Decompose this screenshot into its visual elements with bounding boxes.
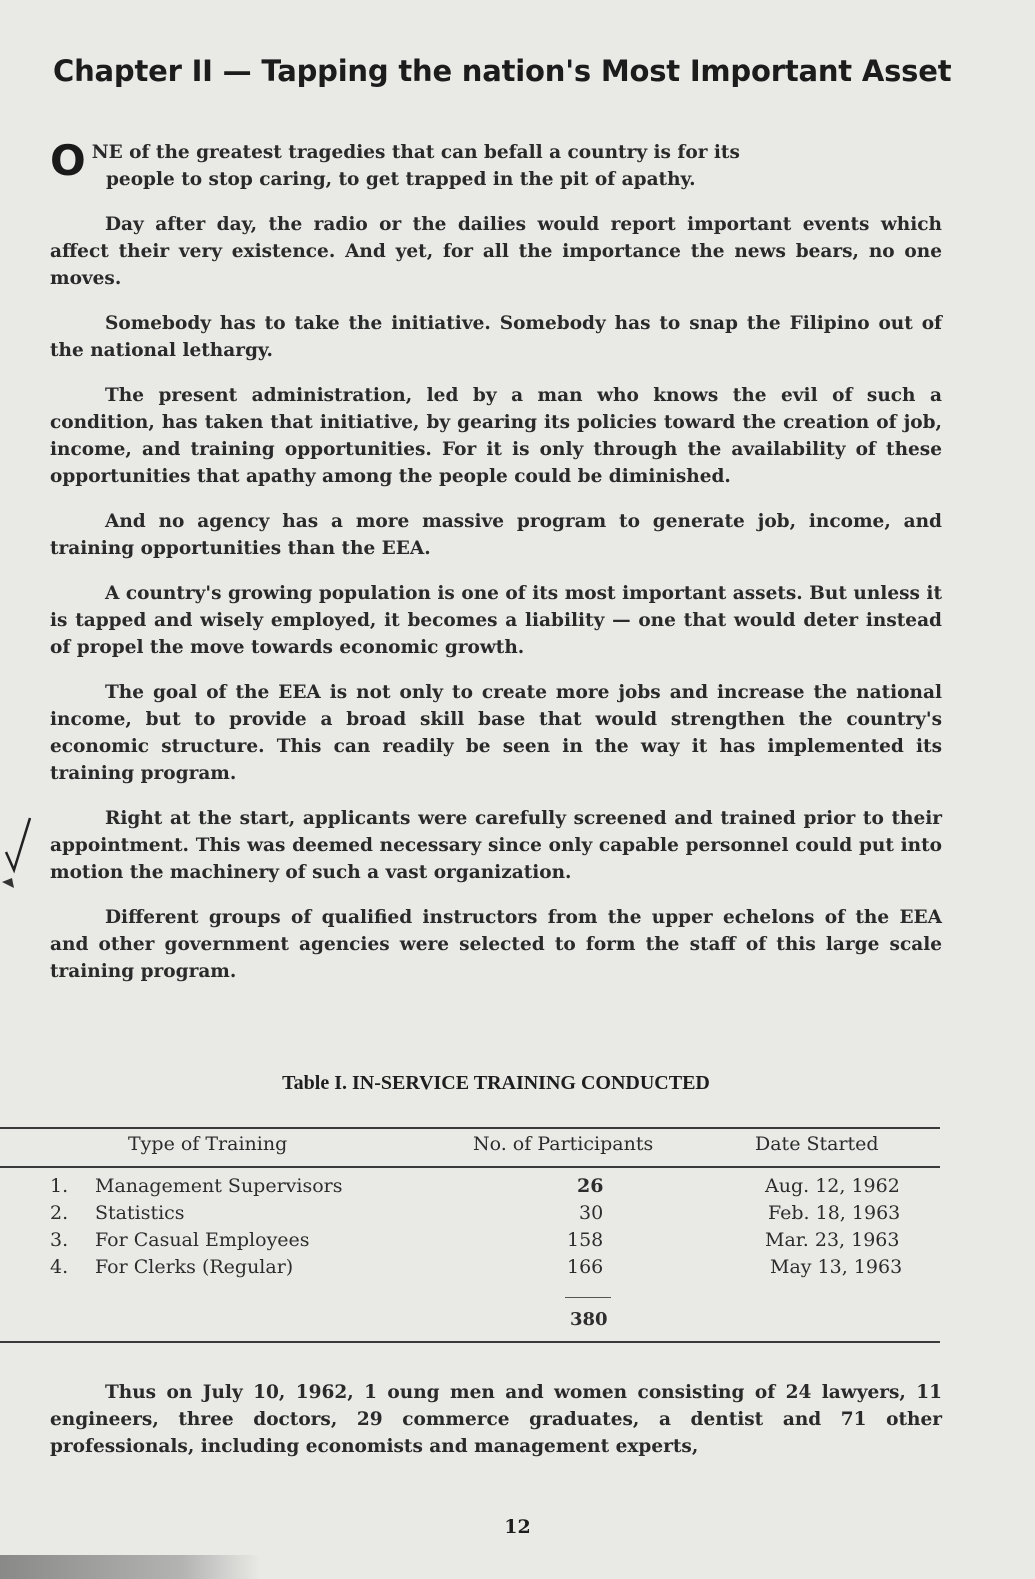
header-date-started: Date Started	[755, 1133, 879, 1155]
row-number: 3.	[50, 1229, 69, 1251]
paragraph-1-rest: people to stop caring, to get trapped in the pit of apathy.	[106, 169, 696, 190]
table-top-rule	[0, 1127, 940, 1129]
paragraph-2: Day after day, the radio or the dailies would report important events which affect their very existence. And yet, for all the importance the news bears, no one moves.	[50, 214, 942, 289]
table-row	[0, 1202, 1035, 1228]
participants-count: 26	[577, 1175, 604, 1197]
row-number: 4.	[50, 1256, 69, 1278]
handwritten-check-mark-icon	[2, 812, 32, 902]
table-bottom-rule	[0, 1341, 940, 1343]
drop-cap: O	[50, 136, 86, 185]
table-caption: Table I. IN-SERVICE TRAINING CONDUCTED	[282, 1072, 710, 1094]
header-participants: No. of Participants	[473, 1133, 654, 1155]
table-row	[0, 1229, 1035, 1255]
paragraph-7: The goal of the EEA is not only to create more jobs and increase the national income, but to provide a broad skill base that would strengthen the country's economic structure. This can readily be seen in the way it has implemented its training program.	[50, 682, 942, 784]
participants-count: 166	[567, 1256, 604, 1278]
closing-paragraph: Thus on July 10, 1962, 1 oung men and women consisting of 24 lawyers, 11 engineers, three doctors, 29 commerce graduates, a dentist and 71 other professionals, including economists and management experts,	[50, 1382, 942, 1457]
table-row	[0, 1256, 1035, 1282]
paragraph-4: The present administration, led by a man who knows the evil of such a condition, has taken that initiative, by gearing its policies toward the creation of job, income, and training opportunities. For it is only through the availability of these opportunities that apathy among the people could be diminished.	[50, 385, 942, 487]
total-sum-line	[565, 1297, 611, 1298]
paragraph-6: A country's growing population is one of its most important assets. But unless it is tapped and wisely employed, it becomes a liability — one that would deter instead of propel the move towards economic growth.	[50, 583, 942, 658]
chapter-title: Chapter II — Tapping the nation's Most Important Asset	[53, 54, 952, 88]
participants-count: 30	[579, 1202, 604, 1224]
paragraph-5: And no agency has a more massive program to generate job, income, and training opportunities than the EEA.	[50, 511, 942, 559]
paragraph-9: Different groups of qualified instructors from the upper echelons of the EEA and other government agencies were selected to form the staff of this large scale training program.	[50, 907, 942, 982]
paragraph-1-lead: NE of the greatest tragedies that can befall a country is for its	[91, 142, 740, 163]
body-text	[50, 136, 942, 1003]
row-number: 2.	[50, 1202, 69, 1224]
table-row	[0, 1175, 1035, 1201]
training-type: Management Supervisors	[95, 1175, 343, 1197]
participants-total: 380	[570, 1309, 608, 1330]
scan-shadow	[0, 1555, 260, 1579]
date-started: Aug. 12, 1962	[765, 1175, 900, 1197]
participants-count: 158	[567, 1229, 604, 1251]
training-type: Statistics	[95, 1202, 185, 1224]
date-started: Mar. 23, 1963	[765, 1229, 900, 1251]
page-number: 12	[504, 1516, 531, 1538]
training-type: For Casual Employees	[95, 1229, 310, 1251]
paragraph-8: Right at the start, applicants were carefully screened and trained prior to their appointment. This was deemed necessary since only capable personnel could put into motion the machinery of such a vast organization.	[50, 808, 942, 883]
date-started: Feb. 18, 1963	[768, 1202, 901, 1224]
row-number: 1.	[50, 1175, 69, 1197]
date-started: May 13, 1963	[770, 1256, 903, 1278]
training-type: For Clerks (Regular)	[95, 1256, 294, 1278]
paragraph-1	[50, 136, 942, 193]
table-header-rule	[0, 1166, 940, 1168]
paragraph-3: Somebody has to take the initiative. Somebody has to snap the Filipino out of the national lethargy.	[50, 313, 942, 361]
header-type-of-training: Type of Training	[128, 1133, 288, 1155]
